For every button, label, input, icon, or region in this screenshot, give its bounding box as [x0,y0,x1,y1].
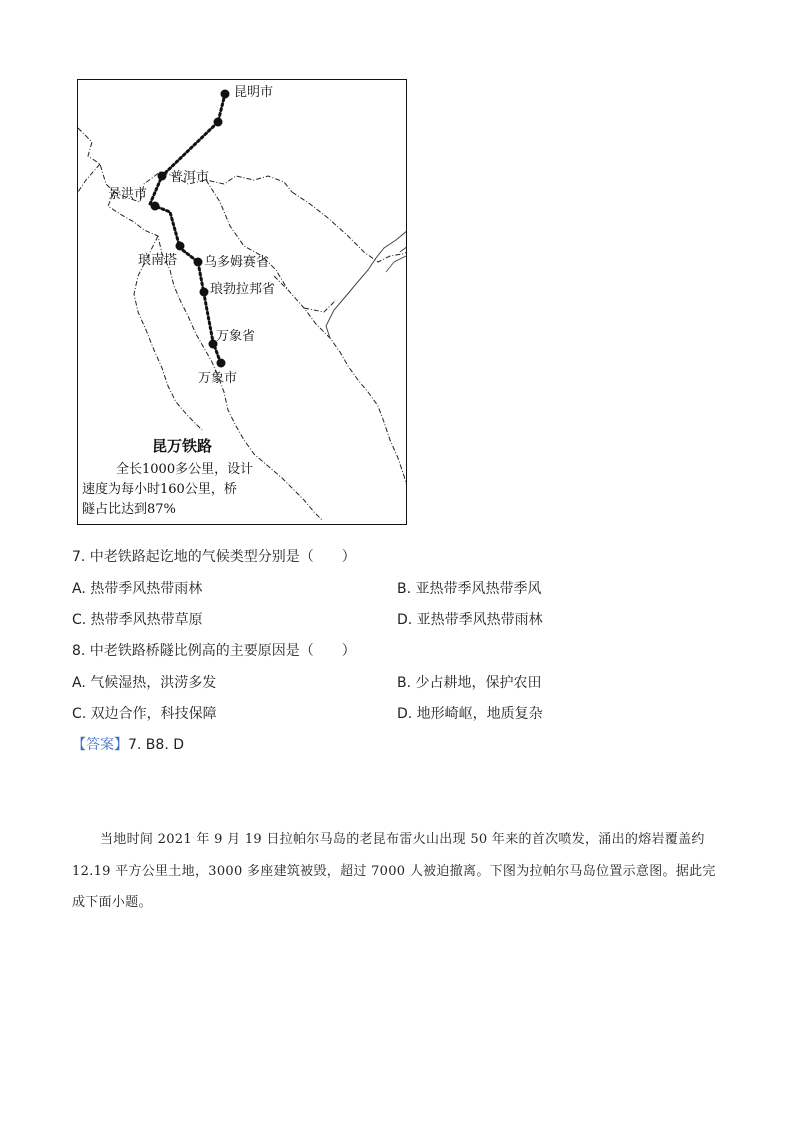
passage-line-3: 成下面小题。 [72,895,152,910]
coastline [326,230,407,338]
station-luangnamtha [176,242,185,251]
caption-line-1: 全长1000多公里，设计 [116,462,254,477]
label-luangnamtha: 琅南塔 [138,253,178,268]
label-vientiane-province: 万象省 [216,329,256,344]
label-puer: 普洱市 [170,170,210,185]
question-8-option-b[interactable]: B. 少占耕地，保护农田 [397,675,542,691]
caption-line-2: 速度为每小时160公里，桥 [82,482,237,497]
question-7-option-a[interactable]: A. 热带季风热带雨林 [72,581,203,597]
answer-line [72,734,184,754]
question-8-stem: 8. 中老铁路桥隧比例高的主要原因是（ ） [72,643,356,659]
west-border [78,164,100,192]
question-7-option-c[interactable]: C. 热带季风热带草原 [72,612,203,628]
label-oudomxay: 乌多姆赛省 [204,255,270,270]
label-jinghong: 景洪市 [108,187,148,202]
answer-tag: 【答案】 [72,737,128,753]
station-luangprabang [200,288,209,297]
label-luangprabang: 琅勃拉邦省 [210,282,276,297]
caption-line-3: 隧占比达到87% [82,502,176,517]
passage-line-1: 当地时间 2021 年 9 月 19 日拉帕尔马岛的老昆布雷火山出现 50 年来的首次喷发，涌出的熔岩覆盖约 [100,832,705,847]
label-vientiane-city: 万象市 [198,371,238,386]
question-7-stem: 7. 中老铁路起讫地的气候类型分别是（ ） [72,549,356,565]
station-oudomxay [194,258,203,267]
gulf-coast [386,255,407,272]
question-8-option-d[interactable]: D. 地形崎岖，地质复杂 [397,706,543,722]
question-7-option-b[interactable]: B. 亚热带季风热带季风 [397,581,542,597]
station-mid [214,118,223,127]
question-8-option-c[interactable]: C. 双边合作，科技保障 [72,706,217,722]
station-jinghong [151,202,160,211]
question-8-option-a[interactable]: A. 气候湿热，洪涝多发 [72,675,217,691]
passage-line-2: 12.19 平方公里土地，3000 多座建筑被毁，超过 7000 人被迫撤离。下图为拉帕尔马岛位置示意图。据此完 [72,864,716,879]
caption-title: 昆万铁路 [152,437,213,455]
station-kunming [221,90,230,99]
label-kunming: 昆明市 [234,85,274,100]
vietnam-border [292,192,407,262]
railway-line [150,94,225,364]
answer-text: 7. B8. D [128,737,184,753]
question-7-option-d[interactable]: D. 亚热带季风热带雨林 [397,612,543,628]
station-vientiane-city [217,359,226,368]
station-puer [158,172,167,181]
railway-map [77,79,407,525]
